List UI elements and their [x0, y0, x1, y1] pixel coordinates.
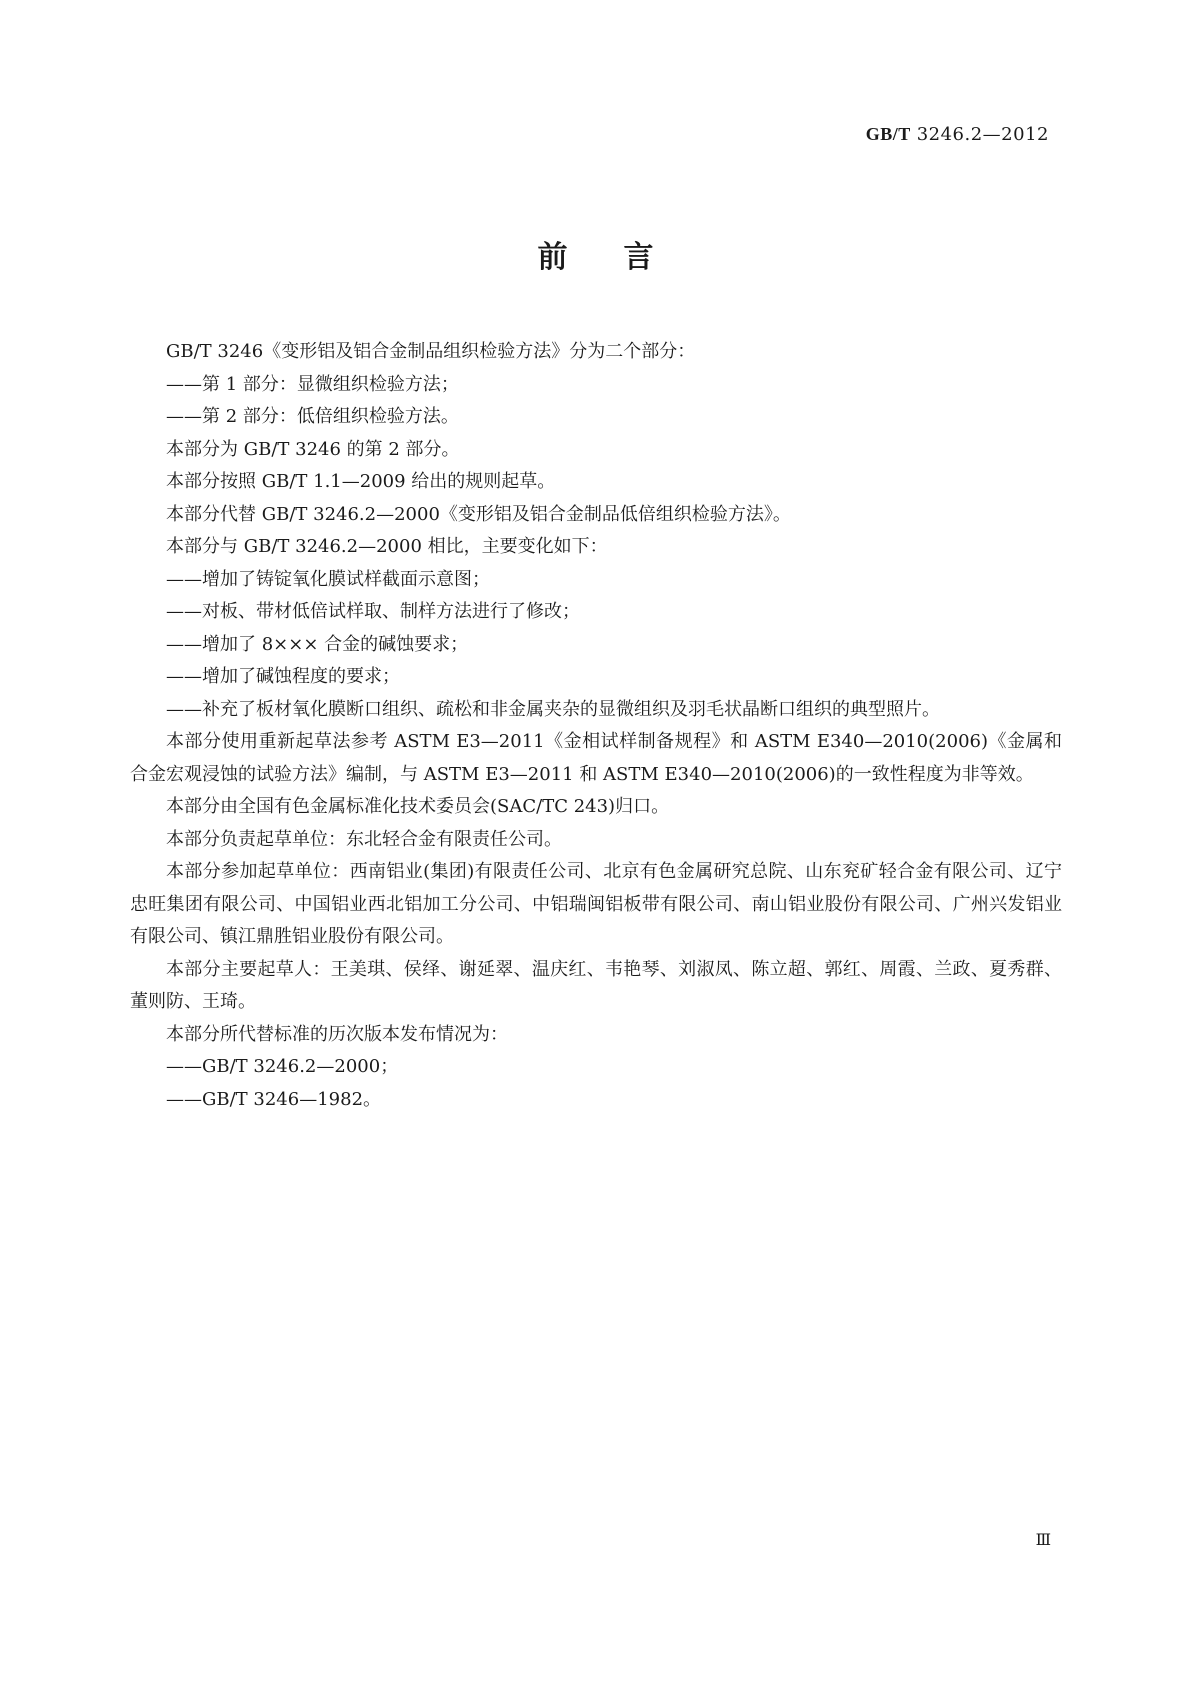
list-item: ——对板、带材低倍试样取、制样方法进行了修改；: [166, 601, 580, 622]
paragraph: 本部分所代替标准的历次版本发布情况为：: [166, 1023, 508, 1045]
paragraph: 本部分使用重新起草法参考 ASTM E3—2011《金相试样制备规程》和 ASTM E340—2010(2006)《金属和合金宏观浸蚀的试验方法》编制，与 ASTM E3—2011 和 ASTM E340—2010(2006)的一致性程度为非等效。: [130, 731, 1062, 785]
foreword-body: [130, 336, 1062, 1116]
paragraph: 本部分为 GB/T 3246 的第 2 部分。: [166, 438, 460, 460]
list-item: ——GB/T 3246—1982。: [166, 1088, 382, 1110]
page-number: Ⅲ: [1035, 1532, 1051, 1549]
standard-prefix: GB/T: [865, 124, 911, 144]
paragraph: 本部分由全国有色金属标准化技术委员会(SAC/TC 243)归口。: [166, 796, 670, 817]
list-item: ——增加了铸锭氧化膜试样截面示意图；: [166, 568, 490, 590]
list-item: ——增加了碱蚀程度的要求；: [166, 666, 400, 687]
list-item: ——第 1 部分：显微组织检验方法；: [166, 373, 459, 395]
list-item: ——GB/T 3246.2—2000；: [166, 1056, 399, 1077]
paragraph: 本部分参加起草单位：西南铝业(集团)有限责任公司、北京有色金属研究总院、山东兖矿轻合金有限公司、辽宁忠旺集团有限公司、中国铝业西北铝加工分公司、中铝瑞闽铝板带有限公司、南山铝业股份有限公司、广州兴发铝业有限公司、镇江鼎胜铝业股份有限公司。: [130, 861, 1062, 947]
paragraph: 本部分负责起草单位：东北轻合金有限责任公司。: [166, 828, 562, 850]
paragraph: 本部分与 GB/T 3246.2—2000 相比，主要变化如下：: [166, 536, 608, 557]
standard-number: 3246.2—2012: [916, 124, 1049, 145]
list-item: ——第 2 部分：低倍组织检验方法。: [166, 406, 459, 427]
paragraph: GB/T 3246《变形铝及铝合金制品组织检验方法》分为二个部分：: [166, 341, 696, 362]
list-item: ——补充了板材氧化膜断口组织、疏松和非金属夹杂的显微组织及羽毛状晶断口组织的典型照片。: [166, 698, 940, 720]
paragraph: 本部分按照 GB/T 1.1—2009 给出的规则起草。: [166, 471, 556, 492]
list-item: ——增加了 8××× 合金的碱蚀要求；: [166, 633, 469, 655]
paragraph: 本部分代替 GB/T 3246.2—2000《变形铝及铝合金制品低倍组织检验方法》。: [166, 503, 791, 525]
page-title: 前言: [537, 240, 710, 275]
paragraph: 本部分主要起草人：王美琪、侯绎、谢延翠、温庆红、韦艳琴、刘淑凤、陈立超、郭红、周霞、兰政、夏秀群、董则防、王琦。: [130, 958, 1062, 1012]
standard-code: [866, 124, 1049, 145]
